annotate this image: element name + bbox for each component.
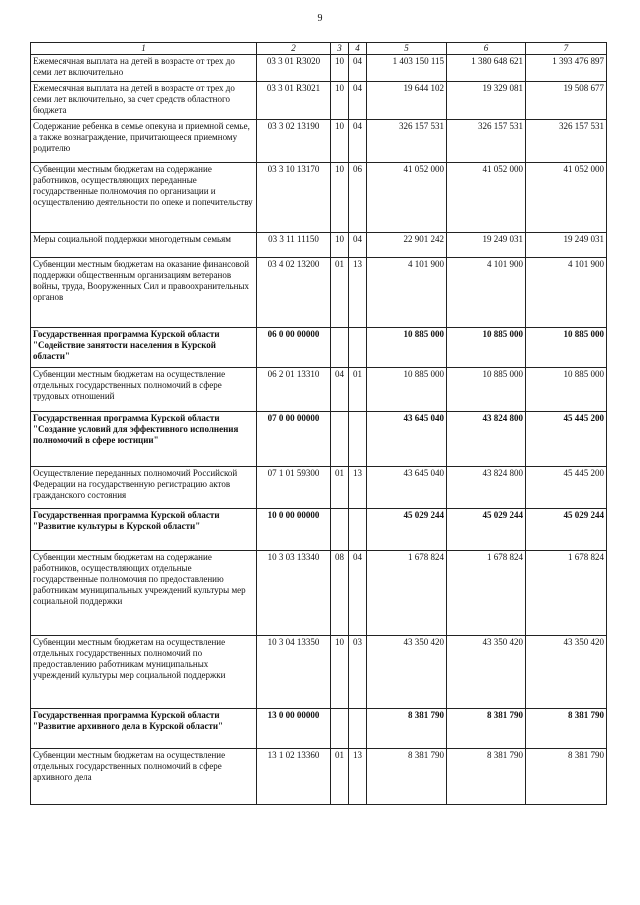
target-code-cell: 10 3 03 13340	[257, 551, 331, 636]
target-code-cell: 07 0 00 00000	[257, 412, 331, 467]
section-cell: 10	[331, 55, 349, 82]
amount-year3-cell: 10 885 000	[526, 368, 607, 412]
amount-year1-cell: 4 101 900	[367, 258, 447, 328]
program-row	[31, 328, 607, 368]
amount-year3-cell: 8 381 790	[526, 709, 607, 749]
target-code-cell: 13 0 00 00000	[257, 709, 331, 749]
target-code-cell: 07 1 01 59300	[257, 467, 331, 509]
amount-year3-cell: 10 885 000	[526, 328, 607, 368]
item-name-cell: Осуществление переданных полномочий Российской Федерации на государственную регистрацию актов гражданского состояния	[31, 467, 257, 509]
amount-year3-cell: 45 029 244	[526, 509, 607, 551]
table-row	[31, 258, 607, 328]
subsection-cell: 01	[349, 368, 367, 412]
section-cell	[331, 709, 349, 749]
item-name-cell: Ежемесячная выплата на детей в возрасте от трех до семи лет включительно, за счет средств областного бюджета	[31, 82, 257, 120]
subsection-cell: 04	[349, 120, 367, 163]
item-name-cell: Субвенции местным бюджетам на содержание работников, осуществляющих отдельные государственные полномочия по предоставлению работникам муниципальных учреждений культуры мер социальной поддержки	[31, 551, 257, 636]
amount-year1-cell: 326 157 531	[367, 120, 447, 163]
subsection-cell: 04	[349, 55, 367, 82]
table-row	[31, 368, 607, 412]
column-header: 6	[447, 43, 526, 55]
column-number-row	[31, 43, 607, 55]
program-row	[31, 412, 607, 467]
target-code-cell: 03 3 01 R3020	[257, 55, 331, 82]
target-code-cell: 13 1 02 13360	[257, 749, 331, 805]
amount-year3-cell: 1 678 824	[526, 551, 607, 636]
amount-year1-cell: 1 403 150 115	[367, 55, 447, 82]
subsection-cell: 13	[349, 258, 367, 328]
item-name-cell: Государственная программа Курской области "Создание условий для эффективного исполнения полномочий в сфере юстиции"	[31, 412, 257, 467]
amount-year2-cell: 19 249 031	[447, 233, 526, 258]
section-cell: 01	[331, 749, 349, 805]
amount-year2-cell: 326 157 531	[447, 120, 526, 163]
section-cell: 10	[331, 636, 349, 709]
table-row	[31, 82, 607, 120]
subsection-cell: 04	[349, 551, 367, 636]
subsection-cell: 13	[349, 749, 367, 805]
subsection-cell: 04	[349, 233, 367, 258]
amount-year3-cell: 4 101 900	[526, 258, 607, 328]
section-cell	[331, 509, 349, 551]
amount-year1-cell: 43 645 040	[367, 467, 447, 509]
target-code-cell: 03 3 10 13170	[257, 163, 331, 233]
target-code-cell: 10 3 04 13350	[257, 636, 331, 709]
table-row	[31, 636, 607, 709]
column-header: 7	[526, 43, 607, 55]
column-header: 3	[331, 43, 349, 55]
amount-year1-cell: 8 381 790	[367, 749, 447, 805]
section-cell	[331, 328, 349, 368]
amount-year3-cell: 326 157 531	[526, 120, 607, 163]
amount-year1-cell: 1 678 824	[367, 551, 447, 636]
amount-year2-cell: 43 350 420	[447, 636, 526, 709]
target-code-cell: 03 3 02 13190	[257, 120, 331, 163]
amount-year2-cell: 1 678 824	[447, 551, 526, 636]
section-cell: 10	[331, 233, 349, 258]
amount-year3-cell: 19 249 031	[526, 233, 607, 258]
subsection-cell: 03	[349, 636, 367, 709]
subsection-cell	[349, 509, 367, 551]
subsection-cell	[349, 328, 367, 368]
item-name-cell: Содержание ребенка в семье опекуна и приемной семье, а также вознаграждение, причитающееся приемному родителю	[31, 120, 257, 163]
item-name-cell: Субвенции местным бюджетам на осуществление отдельных государственных полномочий в сфере трудовых отношений	[31, 368, 257, 412]
amount-year2-cell: 41 052 000	[447, 163, 526, 233]
column-header: 1	[31, 43, 257, 55]
table-row	[31, 551, 607, 636]
item-name-cell: Субвенции местным бюджетам на содержание работников, осуществляющих переданные государственные полномочия по организации и осуществлению деятельности по опеке и попечительству	[31, 163, 257, 233]
section-cell: 01	[331, 258, 349, 328]
table-row	[31, 467, 607, 509]
amount-year3-cell: 8 381 790	[526, 749, 607, 805]
amount-year2-cell: 10 885 000	[447, 368, 526, 412]
subsection-cell: 06	[349, 163, 367, 233]
subsection-cell: 04	[349, 82, 367, 120]
table-row	[31, 120, 607, 163]
section-cell: 10	[331, 82, 349, 120]
amount-year2-cell: 19 329 081	[447, 82, 526, 120]
item-name-cell: Субвенции местным бюджетам на оказание финансовой поддержки общественным организациям ветеранов войны, труда, Вооруженных Сил и правоохранительных органов	[31, 258, 257, 328]
amount-year2-cell: 4 101 900	[447, 258, 526, 328]
table-row	[31, 233, 607, 258]
amount-year1-cell: 41 052 000	[367, 163, 447, 233]
amount-year1-cell: 10 885 000	[367, 368, 447, 412]
section-cell: 01	[331, 467, 349, 509]
target-code-cell: 03 3 01 R3021	[257, 82, 331, 120]
subsection-cell	[349, 709, 367, 749]
item-name-cell: Ежемесячная выплата на детей в возрасте от трех до семи лет включительно	[31, 55, 257, 82]
target-code-cell: 06 0 00 00000	[257, 328, 331, 368]
item-name-cell: Субвенции местным бюджетам на осуществление отдельных государственных полномочий в сфере архивного дела	[31, 749, 257, 805]
item-name-cell: Государственная программа Курской области "Содействие занятости населения в Курской области"	[31, 328, 257, 368]
target-code-cell: 03 4 02 13200	[257, 258, 331, 328]
amount-year3-cell: 45 445 200	[526, 412, 607, 467]
amount-year2-cell: 43 824 800	[447, 412, 526, 467]
section-cell: 04	[331, 368, 349, 412]
amount-year3-cell: 43 350 420	[526, 636, 607, 709]
target-code-cell: 10 0 00 00000	[257, 509, 331, 551]
section-cell: 08	[331, 551, 349, 636]
item-name-cell: Меры социальной поддержки многодетным семьям	[31, 233, 257, 258]
item-name-cell: Субвенции местным бюджетам на осуществление отдельных государственных полномочий по предоставлению работникам муниципальных учреждений культуры мер социальной поддержки	[31, 636, 257, 709]
amount-year2-cell: 8 381 790	[447, 709, 526, 749]
amount-year1-cell: 43 350 420	[367, 636, 447, 709]
target-code-cell: 03 3 11 11150	[257, 233, 331, 258]
column-header: 4	[349, 43, 367, 55]
item-name-cell: Государственная программа Курской области "Развитие культуры в Курской области"	[31, 509, 257, 551]
table-row	[31, 749, 607, 805]
amount-year1-cell: 8 381 790	[367, 709, 447, 749]
amount-year3-cell: 45 445 200	[526, 467, 607, 509]
amount-year1-cell: 45 029 244	[367, 509, 447, 551]
program-row	[31, 509, 607, 551]
program-row	[31, 709, 607, 749]
amount-year2-cell: 10 885 000	[447, 328, 526, 368]
column-header: 5	[367, 43, 447, 55]
amount-year3-cell: 1 393 476 897	[526, 55, 607, 82]
amount-year2-cell: 1 380 648 621	[447, 55, 526, 82]
subsection-cell	[349, 412, 367, 467]
amount-year2-cell: 43 824 800	[447, 467, 526, 509]
budget-table	[30, 42, 607, 805]
amount-year1-cell: 43 645 040	[367, 412, 447, 467]
section-cell: 10	[331, 163, 349, 233]
amount-year1-cell: 22 901 242	[367, 233, 447, 258]
target-code-cell: 06 2 01 13310	[257, 368, 331, 412]
table-body	[31, 55, 607, 805]
section-cell: 10	[331, 120, 349, 163]
amount-year3-cell: 41 052 000	[526, 163, 607, 233]
item-name-cell: Государственная программа Курской области "Развитие архивного дела в Курской области"	[31, 709, 257, 749]
table-row	[31, 55, 607, 82]
page-number: 9	[317, 13, 323, 24]
amount-year2-cell: 45 029 244	[447, 509, 526, 551]
amount-year1-cell: 10 885 000	[367, 328, 447, 368]
column-header: 2	[257, 43, 331, 55]
table-row	[31, 163, 607, 233]
subsection-cell: 13	[349, 467, 367, 509]
amount-year2-cell: 8 381 790	[447, 749, 526, 805]
amount-year1-cell: 19 644 102	[367, 82, 447, 120]
amount-year3-cell: 19 508 677	[526, 82, 607, 120]
section-cell	[331, 412, 349, 467]
